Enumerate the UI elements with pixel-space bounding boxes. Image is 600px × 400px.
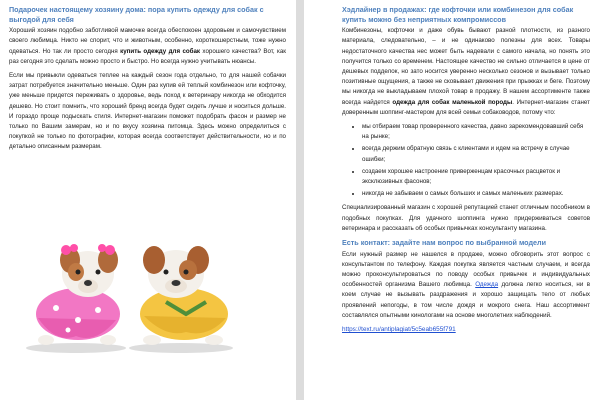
puppies-in-clothes-icon	[16, 236, 242, 354]
left-p1-bold-keyword: купить одежду для собак	[120, 47, 201, 55]
list-item: • всегда держим обратную связь с клиентами и идем на встречу в случае ошибки;	[362, 144, 590, 164]
right-heading-1: Хэдлайнер в продажах: где кофточки или комбинезон для собак купить можно без неприятных компромиссов	[342, 5, 574, 24]
page-left	[0, 0, 296, 400]
right-p3-text-b: должна легко носиться, ни в коем случае не вызывать раздражения и хорошо защищать тело от любых проявлений непогоды, в том числе дождя и мокрого снега. Наш ассортимент составлялся опытными кинологами на основе многолетних наблюдений.	[342, 281, 590, 319]
page-right	[304, 0, 600, 400]
right-p3-text-a: Если нужный размер не нашелся в продаже, можно обговорить этот вопрос с консультантом по телефону. Каждая покупка является частным случаем, и всегда можно проконсультироваться по поводу особых привычек и индивидуальных особенностей организма Вашего любимца.	[342, 250, 590, 289]
left-paragraph-2: Если мы привыкли одеваться теплее на каждый сезон года отдельно, то для нашей собачки затрат потребуется значительно меньше. Один раз купив ей теплый комбинезон или кофточку, уже меньше придется переживать о здоровье, ведь поход к ветеринару никогда не обходится дешево. Но стоит помнить, что хороший бренд всегда будет сидеть лучше и носиться дольше. И гораздо проще подыскать стиля. Интернет-магазин поможет подобрать фасон и размер не только по Вашим замерам, но и по вкусу хозяина питомца. Здесь можно определиться с покупкой не только по фотографии, которая всегда соответствует действительности, но и по детально описанным размерам.	[9, 72, 286, 151]
left-paragraph-1	[9, 26, 286, 67]
puppy-pink-dress	[36, 244, 120, 345]
right-paragraph-1	[342, 26, 590, 118]
right-paragraph-2: Специализированный магазин с хорошей репутацией станет отличным пособником в подобных покупках. Для удачного шоппинга нужно придерживаться советов ветеринара и рассказать об особых привычках консультанту магазина.	[342, 204, 590, 232]
puppy-yellow-shirt	[140, 246, 228, 345]
benefits-list	[342, 122, 590, 199]
left-p1-text-a: Хороший хозяин подобно заботливой мамочке всегда обеспокоен здоровьем и самочувствием своего любимца. Никто не спорит, что и животным, особенно, короткошерстным, тоже нужно одеваться. Но так ли просто сегодня	[9, 27, 286, 55]
puppies-image	[16, 236, 242, 354]
right-p1-bold-keyword: одежда для собак маленькой породы	[392, 98, 513, 106]
list-item: • мы отбираем товар проверенного качества, давно зарекомендовавший себя на рынке;	[362, 122, 590, 142]
source-url-link[interactable]: https://text.ru/antiplagiat/5c5eab655f791	[342, 326, 456, 334]
right-p1-text-b: . Интернет-магазин станет доверенным шоппинг-мастером для всей семьи собаководов, потому что:	[342, 98, 590, 116]
right-p1-text-a: Комбинезоны, кофточки и даже обувь бывают разной плотности, из разного материала, следовательно, – и не одинаково полезны для всех. Товары недостаточного качества нес может быть надевали с самого начала, но понять это получится только со временем. Настоящее качество не сильно отличается в цене от дешевых подделок, но зато носится уверенно несколько сезонов и вызывает только позитивные ощущения, а также не сковывает движения при прыжках и беге. Поэтому мы никогда не выкладываем плохой товар в продажу. В нашем ассортименте также всегда найдется	[342, 27, 590, 106]
list-item: • создаем хорошее настроение приверженцам красочных расцветок и эксклюзивных фасонов;	[362, 167, 590, 187]
page-gap	[296, 0, 304, 400]
left-p1-text-b: хорошего качества? Вот, как раз сегодня это сделать можно просто и быстро. Но всегда нужно учитывать нюансы.	[9, 47, 286, 65]
clothes-inline-link[interactable]: Одежда	[475, 281, 499, 289]
right-heading-2: Есть контакт: задайте нам вопрос по выбранной модели	[342, 238, 547, 248]
list-item: • никогда не забываем о самых больших и самых маленьких размерах.	[362, 189, 590, 199]
right-paragraph-3	[342, 250, 590, 321]
left-heading: Подарочек настоящему хозяину дома: пора купить одежду для собак с выгодой для себя	[9, 5, 264, 24]
